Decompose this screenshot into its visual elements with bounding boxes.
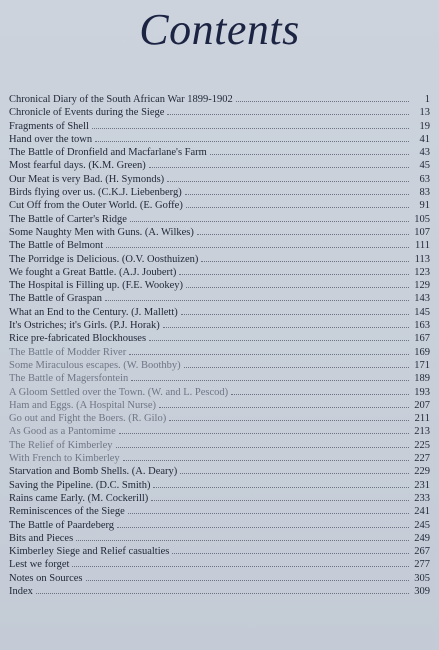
dot-leader	[105, 300, 409, 301]
toc-entry-page-number: 249	[414, 532, 430, 544]
dot-leader	[184, 367, 409, 368]
dot-leader	[106, 247, 409, 248]
toc-entry-title: With French to Kimberley	[9, 453, 120, 465]
toc-entry-title: Bits and Pieces	[9, 532, 74, 544]
toc-entry	[9, 279, 430, 292]
dot-leader	[72, 566, 409, 567]
toc-entry	[9, 93, 430, 106]
toc-entry-title: Some Miraculous escapes. (W. Boothby)	[9, 359, 181, 371]
toc-entry	[9, 199, 430, 212]
toc-entry	[9, 519, 430, 532]
toc-entry-page-number: 267	[414, 546, 430, 558]
toc-entry-page-number: 193	[414, 386, 430, 398]
dot-leader	[95, 141, 409, 142]
dot-leader	[180, 473, 409, 474]
toc-entry-title: What an End to the Century. (J. Mallett)	[9, 306, 178, 318]
dot-leader	[128, 513, 409, 514]
dot-leader	[179, 274, 409, 275]
toc-entry-page-number: 277	[414, 559, 430, 571]
toc-entry	[9, 425, 430, 438]
toc-entry	[9, 159, 430, 172]
dot-leader	[186, 207, 409, 208]
toc-entry-page-number: 171	[414, 359, 430, 371]
toc-entry	[9, 585, 430, 598]
toc-entry	[9, 133, 430, 146]
toc-entry	[9, 306, 430, 319]
toc-entry-page-number: 111	[415, 240, 430, 252]
toc-entry-title: The Battle of Modder River	[9, 346, 127, 358]
dot-leader	[36, 593, 409, 594]
toc-entry-title: Our Meat is very Bad. (H. Symonds)	[9, 173, 165, 185]
toc-entry	[9, 465, 430, 478]
toc-entry	[9, 532, 430, 545]
toc-entry-page-number: 305	[414, 572, 430, 584]
dot-leader	[197, 234, 409, 235]
toc-entry-title: Lest we forget	[9, 559, 70, 571]
dot-leader	[149, 167, 409, 168]
toc-entry	[9, 213, 430, 226]
toc-entry	[9, 292, 430, 305]
toc-entry	[9, 173, 430, 186]
toc-entry	[9, 492, 430, 505]
toc-entry-page-number: 207	[414, 399, 430, 411]
dot-leader	[129, 354, 409, 355]
toc-entry-title: Birds flying over us. (C.K.J. Liebenberg)	[9, 187, 182, 199]
toc-entry	[9, 386, 430, 399]
toc-entry	[9, 186, 430, 199]
toc-entry-title: Some Naughty Men with Guns. (A. Wilkes)	[9, 226, 194, 238]
toc-entry-page-number: 167	[414, 333, 430, 345]
toc-entry-page-number: 105	[414, 213, 430, 225]
toc-entry	[9, 106, 430, 119]
toc-entry	[9, 372, 430, 385]
toc-entry	[9, 505, 430, 518]
toc-entry-page-number: 233	[414, 492, 430, 504]
toc-entry	[9, 253, 430, 266]
toc-entry-page-number: 43	[419, 147, 430, 159]
toc-entry-page-number: 145	[414, 306, 430, 318]
toc-entry-title: Chronical Diary of the South African War 1899-1902	[9, 94, 233, 105]
toc-entry-title: Fragments of Shell	[9, 120, 89, 132]
toc-entry	[9, 399, 430, 412]
toc-entry-page-number: 213	[414, 426, 430, 438]
toc-entry-page-number: 123	[414, 266, 430, 278]
toc-entry-title: It's Ostriches; it's Girls. (P.J. Horak)	[9, 320, 160, 332]
dot-leader	[86, 580, 410, 581]
toc-entry-title: Kimberley Siege and Relief casualties	[9, 546, 170, 558]
toc-entry-title: We fought a Great Battle. (A.J. Joubert)	[9, 266, 177, 278]
toc-entry-title: The Battle of Dronfield and Macfarlane's Farm	[9, 147, 207, 159]
toc-entry-title: As Good as a Pantomime	[9, 426, 116, 438]
dot-leader	[236, 101, 409, 102]
toc-entry-page-number: 225	[414, 439, 430, 451]
toc-entry	[9, 146, 430, 159]
dot-leader	[201, 261, 409, 262]
dot-leader	[169, 420, 409, 421]
toc-entry-page-number: 41	[419, 133, 430, 145]
dot-leader	[92, 128, 409, 129]
toc-entry	[9, 239, 430, 252]
toc-entry	[9, 226, 430, 239]
toc-entry-page-number: 211	[414, 413, 430, 425]
dot-leader	[116, 447, 409, 448]
dot-leader	[130, 221, 409, 222]
toc-entry-title: The Relief of Kimberley	[9, 439, 113, 451]
toc-entry-page-number: 245	[414, 519, 430, 531]
toc-entry-title: Hand over the town	[9, 133, 93, 145]
toc-entry	[9, 332, 430, 345]
toc-entry-page-number: 309	[414, 585, 430, 597]
toc-entry-page-number: 241	[414, 506, 430, 518]
dot-leader	[151, 500, 409, 501]
table-of-contents	[9, 93, 430, 598]
dot-leader	[181, 314, 409, 315]
toc-entry-title: Rice pre-fabricated Blockhouses	[9, 333, 147, 345]
toc-entry-title: Most fearful days. (K.M. Green)	[9, 160, 146, 172]
toc-entry-page-number: 83	[419, 187, 430, 199]
toc-entry-page-number: 231	[414, 479, 430, 491]
toc-entry	[9, 412, 430, 425]
toc-entry	[9, 346, 430, 359]
dot-leader	[167, 114, 409, 115]
toc-entry-title: Starvation and Bomb Shells. (A. Deary)	[9, 466, 178, 478]
toc-entry-page-number: 1	[424, 94, 430, 105]
toc-entry-page-number: 169	[414, 346, 430, 358]
dot-leader	[159, 407, 409, 408]
toc-entry-title: Index	[9, 585, 33, 597]
toc-entry-page-number: 229	[414, 466, 430, 478]
dot-leader	[123, 460, 409, 461]
dot-leader	[172, 553, 409, 554]
toc-entry-page-number: 113	[414, 253, 430, 265]
toc-entry	[9, 572, 430, 585]
toc-entry-title: Cut Off from the Outer World. (E. Goffe)	[9, 200, 183, 212]
toc-entry-page-number: 227	[414, 453, 430, 465]
toc-entry-page-number: 19	[419, 120, 430, 132]
toc-entry-page-number: 143	[414, 293, 430, 305]
toc-entry-page-number: 189	[414, 373, 430, 385]
toc-entry-page-number: 163	[414, 320, 430, 332]
dot-leader	[167, 181, 409, 182]
toc-entry-title: Go out and Fight the Boers. (R. Gilo)	[9, 413, 167, 425]
toc-entry-page-number: 129	[414, 280, 430, 292]
toc-entry-title: The Battle of Carter's Ridge	[9, 213, 127, 225]
page-title: Contents	[139, 5, 300, 54]
toc-entry	[9, 452, 430, 465]
toc-entry-page-number: 13	[419, 107, 430, 119]
toc-entry-title: The Battle of Belmont	[9, 240, 104, 252]
toc-entry	[9, 359, 430, 372]
toc-entry-title: Rains came Early. (M. Cockerill)	[9, 492, 149, 504]
toc-entry-title: The Battle of Magersfontein	[9, 373, 129, 385]
toc-entry	[9, 558, 430, 571]
dot-leader	[163, 327, 409, 328]
dot-leader	[117, 527, 409, 528]
toc-entry-page-number: 107	[414, 226, 430, 238]
toc-entry-title: Saving the Pipeline. (D.C. Smith)	[9, 479, 151, 491]
dot-leader	[231, 394, 409, 395]
toc-entry-title: Ham and Eggs. (A Hospital Nurse)	[9, 399, 156, 411]
toc-entry	[9, 479, 430, 492]
toc-entry-title: The Battle of Paardeberg	[9, 519, 115, 531]
dot-leader	[131, 380, 409, 381]
toc-entry-page-number: 91	[419, 200, 430, 212]
toc-entry-title: The Hospital is Filling up. (F.E. Wookey)	[9, 280, 183, 292]
toc-entry-page-number: 45	[419, 160, 430, 172]
toc-entry-page-number: 63	[419, 173, 430, 185]
toc-entry-title: The Battle of Graspan	[9, 293, 103, 305]
toc-entry-title: A Gloom Settled over the Town. (W. and L. Pescod)	[9, 386, 229, 398]
dot-leader	[186, 287, 409, 288]
dot-leader	[76, 540, 409, 541]
toc-entry	[9, 439, 430, 452]
toc-entry-title: The Porridge is Delicious. (O.V. Oosthuizen)	[9, 253, 199, 265]
toc-entry	[9, 319, 430, 332]
dot-leader	[119, 433, 409, 434]
dot-leader	[153, 487, 409, 488]
toc-entry	[9, 120, 430, 133]
toc-entry	[9, 545, 430, 558]
dot-leader	[149, 340, 409, 341]
dot-leader	[210, 154, 409, 155]
toc-entry-title: Chronicle of Events during the Siege	[9, 107, 165, 119]
toc-entry	[9, 266, 430, 279]
toc-entry-title: Notes on Sources	[9, 572, 83, 584]
toc-entry-title: Reminiscences of the Siege	[9, 506, 125, 518]
dot-leader	[185, 194, 409, 195]
